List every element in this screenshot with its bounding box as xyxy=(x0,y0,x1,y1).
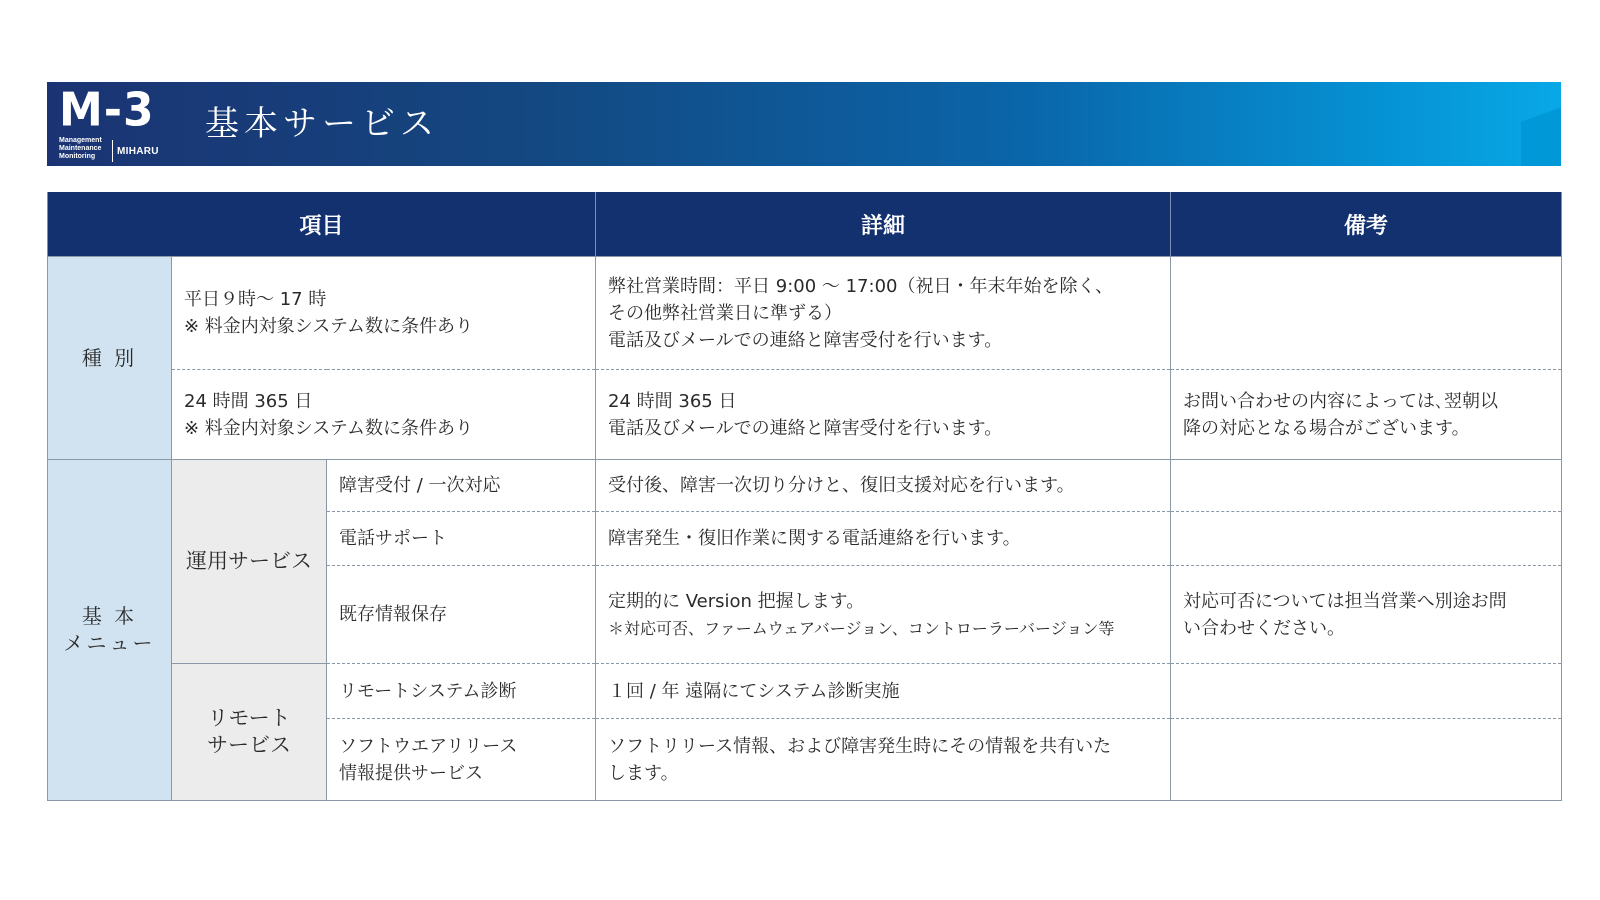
item-cell: リモートシステム診断 xyxy=(327,664,596,719)
detail-cell: １回 / 年 遠隔にてシステム診断実施 xyxy=(596,664,1171,719)
service-table xyxy=(47,192,1562,801)
category-cell-type: 種 別 xyxy=(48,257,172,460)
item-cell: 障害受付 / 一次対応 xyxy=(327,460,596,512)
group-cell-operation: 運用サービス xyxy=(172,460,327,664)
group-cell-remote: リモート サービス xyxy=(172,664,327,801)
remarks-cell: 対応可否については担当営業へ別途お問 い合わせください。 xyxy=(1171,566,1562,664)
detail-cell: 定期的に Version 把握します。 ＊対応可否、ファームウェアバージョン、コントローラーバージョン等 xyxy=(596,566,1171,664)
table-row xyxy=(48,370,1562,460)
table-row xyxy=(48,257,1562,370)
detail-cell: 24 時間 365 日 電話及びメールでの連絡と障害受付を行います。 xyxy=(596,370,1171,460)
logo-mark: M-3 xyxy=(59,83,155,138)
logo xyxy=(59,84,169,164)
logo-tagline: Management Maintenance Monitoring xyxy=(59,137,102,160)
item-cell: 24 時間 365 日 ※ 料金内対象システム数に条件あり xyxy=(172,370,596,460)
item-cell: 電話サポート xyxy=(327,512,596,566)
table-header-row xyxy=(48,192,1562,257)
detail-cell: 受付後、障害一次切り分けと、復旧支援対応を行います。 xyxy=(596,460,1171,512)
page-title: 基本サービス xyxy=(205,104,439,144)
column-header-remarks: 備考 xyxy=(1171,192,1562,257)
table-row xyxy=(48,460,1562,512)
category-cell-basic-menu: 基 本 メニュー xyxy=(48,460,172,801)
column-header-item: 項目 xyxy=(48,192,596,257)
item-cell: 平日９時〜 17 時 ※ 料金内対象システム数に条件あり xyxy=(172,257,596,370)
remarks-cell xyxy=(1171,664,1562,719)
item-cell: ソフトウエアリリース 情報提供サービス xyxy=(327,719,596,801)
table-row xyxy=(48,664,1562,719)
column-header-detail: 詳細 xyxy=(596,192,1171,257)
logo-divider xyxy=(112,140,113,162)
remarks-cell xyxy=(1171,512,1562,566)
item-cell: 既存情報保存 xyxy=(327,566,596,664)
detail-cell: 障害発生・復旧作業に関する電話連絡を行います。 xyxy=(596,512,1171,566)
header-banner xyxy=(47,82,1561,166)
remarks-cell: お問い合わせの内容によっては､翌朝以 降の対応となる場合がございます。 xyxy=(1171,370,1562,460)
remarks-cell xyxy=(1171,719,1562,801)
banner-accent xyxy=(1521,82,1561,166)
detail-cell: 弊社営業時間：平日 9:00 〜 17:00（祝日・年末年始を除く、 その他弊社営業日に準ずる） 電話及びメールでの連絡と障害受付を行います。 xyxy=(596,257,1171,370)
remarks-cell xyxy=(1171,257,1562,370)
remarks-cell xyxy=(1171,460,1562,512)
detail-cell: ソフトリリース情報、および障害発生時にその情報を共有いた します。 xyxy=(596,719,1171,801)
logo-brand: MIHARU xyxy=(117,146,159,157)
